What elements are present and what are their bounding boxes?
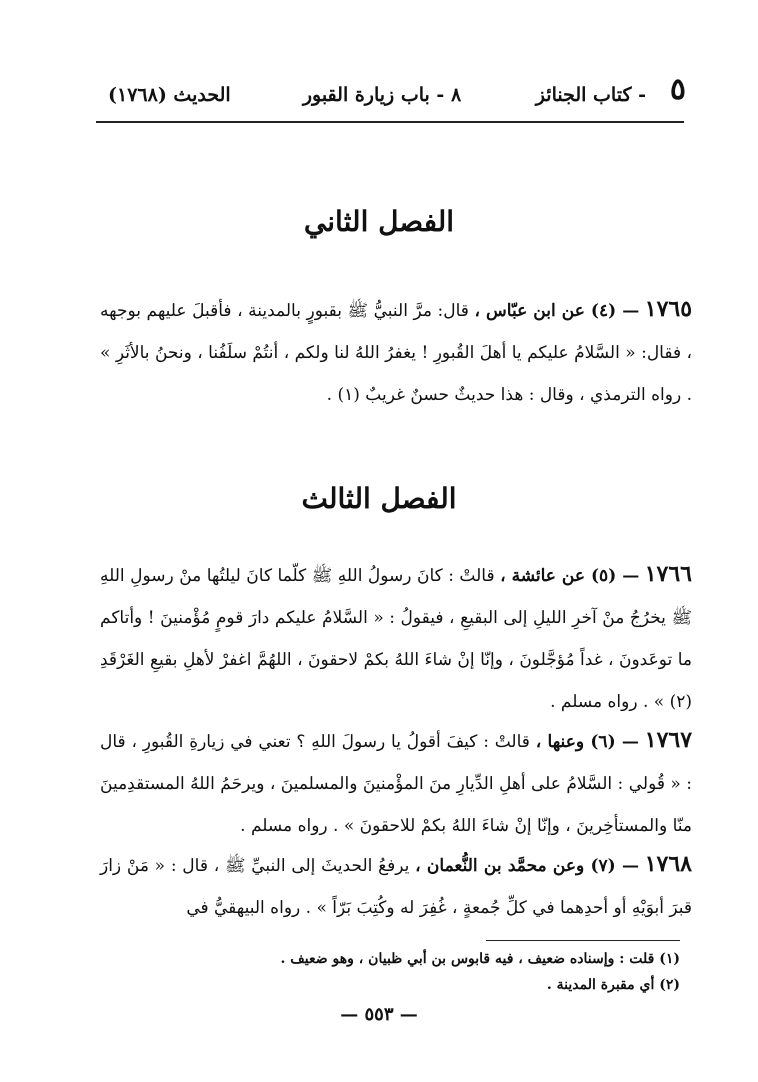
hadith-narrator: — (٦) وعنها ، [535,732,639,752]
hadith-number: ١٧٦٦ [644,561,692,587]
hadith-text: قال: مرَّ النبيُّ ﷺ بقبورٍ بالمدينة ، فأقبلَ عليهم بوجهه ، فقال: « السَّلامُ عليكم يا أهلَ القُبورِ ! يغفرُ اللهُ لنا ولكم ، أنتُمْ سلَفُنا ، ونحنُ بالأثَرِ » . رواه الترمذي ، وقال : هذا حديثٌ حسنٌ غريبٌ (١) . [100,301,692,405]
hadith-number: ١٧٦٨ [644,851,692,877]
header-rule [96,121,684,123]
hadith-text: قالتْ : كيفَ أقولُ يا رسولَ اللهِ ؟ تعني في زيارةِ القُبورِ ، قال : « قُولي : السَّلامُ على أهلِ الدِّيارِ منَ المؤْمنينَ والمسلمينَ ، ويرحَمُ اللهُ المستقدِمينَ منّا والمستأخِرينَ ، وإنّا إنْ شاءَ اللهُ بكمْ للاحقونَ » . رواه مسلم . [100,732,692,836]
footnote: (١) قلت : وإسناده ضعيف ، فيه قابوس بن أبي ظبيان ، وهو ضعيف . [280,951,680,967]
hadith-text: يرفعُ الحديثَ إلى النبيِّ ﷺ ، قال : « مَنْ زارَ قبرَ أبوَيْهِ أو أحدِهما في كلِّ جُمعةٍ ، غُفِرَ له وكُتِبَ بَرّاً » . رواه البيهقيُّ في [100,856,692,918]
hadith-number: ١٧٦٧ [644,727,693,753]
section-title: الفصل الثاني [303,205,455,238]
hadith-number: ١٧٦٥ [644,296,693,322]
hadith-1766 [100,553,692,723]
page-number: — ٥٥٣ — [340,1004,418,1025]
hadith-narrator: — (٤) عن ابن عبّاس ، [474,301,640,321]
book-number: ٥ [669,72,686,107]
chapter-title: ٨ - باب زيارة القبور [302,84,462,106]
section-title: الفصل الثالث [301,482,457,515]
hadith-range: الحديث (١٧٦٨) [108,84,231,106]
footnote-rule [486,940,680,941]
running-header [78,72,686,118]
footnotes [100,946,680,998]
hadith-text: قالتْ : كانَ رسولُ اللهِ ﷺ كلّما كانَ ليلتُها منْ رسولِ اللهِ ﷺ يخرُجُ منْ آخرِ الليلِ إلى البقيعِ ، فيقولُ : « السَّلامُ عليكم دارَ قومٍ مُؤْمنينَ ! وأتاكم ما توعَدونَ ، غداً مُؤجَّلونَ ، وإنّا إنْ شاءَ اللهُ بكمْ لاحقونَ ، اللهُمَّ اغفرْ لأهلِ بقيعِ الغَرْقَدِ (٢) » . رواه مسلم . [100,566,692,712]
hadith-narrator: — (٥) عن عائشة ، [500,566,640,586]
hadith-1767 [100,719,692,847]
footnote: (٢) أي مقبرة المدينة . [546,977,680,993]
hadith-1768 [100,843,692,929]
hadith-narrator: — (٧) وعن محمَّد بن النُّعمان ، [415,856,639,876]
hadith-1765 [100,288,692,416]
book-title: - كتاب الجنائز [535,84,646,106]
